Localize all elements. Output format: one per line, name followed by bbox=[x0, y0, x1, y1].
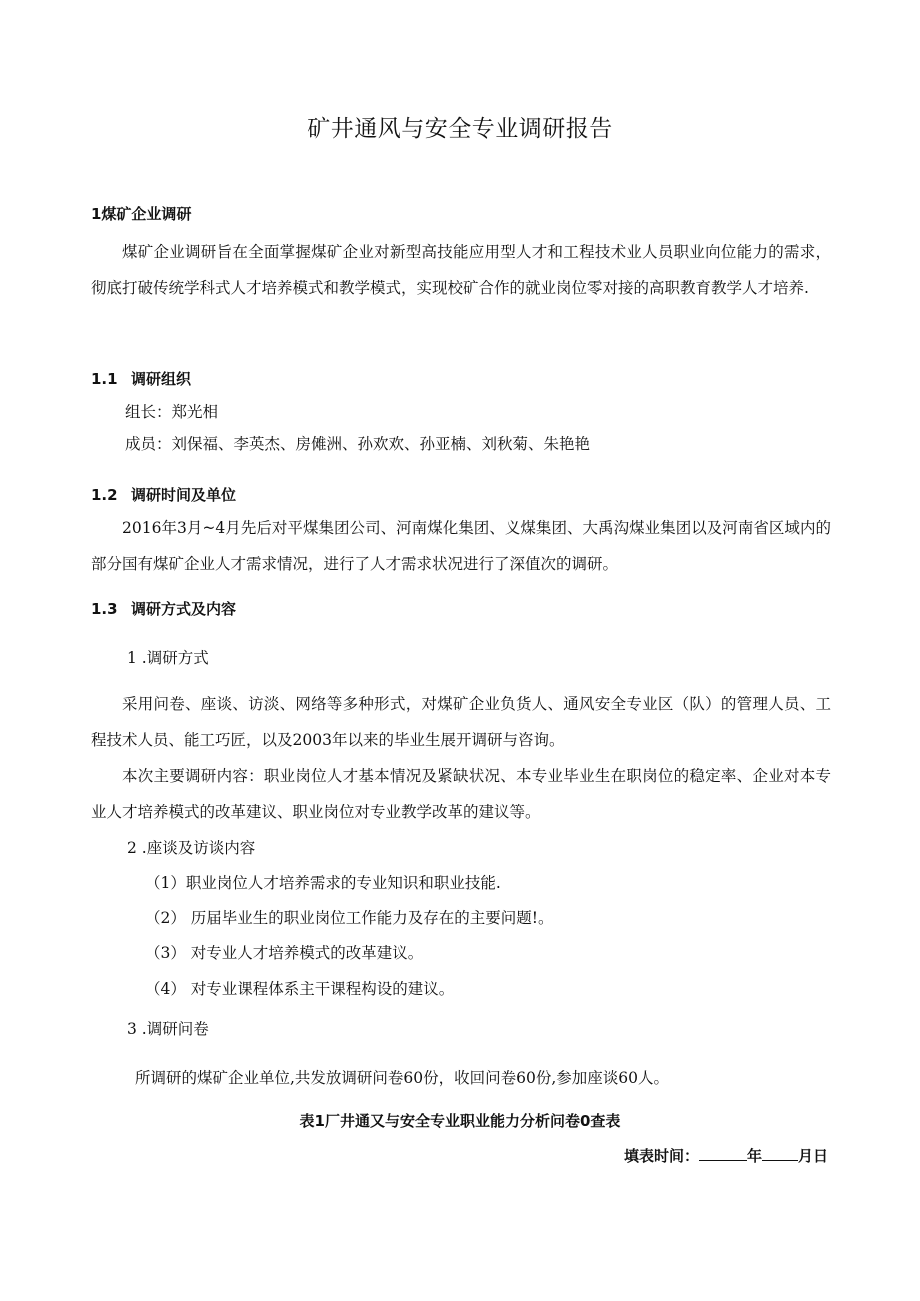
year-blank bbox=[699, 1146, 747, 1161]
section-1-1-heading bbox=[91, 368, 191, 389]
fill-time-label: 填表时间： bbox=[623, 1147, 699, 1165]
section-title: 调研时间及单位 bbox=[131, 486, 237, 504]
section-1-intro: 煤矿企业调研旨在全面掌握煤矿企业对新型高技能应用型人才和工程技术业人员职业向位能力的需求，彻底打破传统学科式人才培养模式和教学模式，实现校矿合作的就业岗位零对接的高职教育教学人才培养. bbox=[91, 243, 831, 297]
team-leader: 组长：郑光相 bbox=[125, 403, 219, 421]
interview-item-4: （4） 对专业课程体系主干课程构设的建议。 bbox=[145, 980, 455, 998]
table-caption: 表1厂井通又与安全专业职业能力分析问卷0查表 bbox=[299, 1112, 621, 1130]
month-day-label: 月日 bbox=[797, 1147, 828, 1165]
subsection-1-text-2: 本次主要调研内容：职业岗位人才基本情况及紧缺状况、本专业毕业生在职岗位的稳定率、企业对本专业人才培养模式的改革建议、职业岗位对专业教学改革的建议等。 bbox=[91, 767, 831, 821]
section-1-2-heading bbox=[91, 484, 236, 505]
section-1-2-text: 2016年3月~4月先后对平煤集团公司、河南煤化集团、义煤集团、大禹沟煤业集团以及河南省区域内的部分国有煤矿企业人才需求情况，进行了人才需求状况进行了深值次的调研。 bbox=[91, 519, 831, 573]
page-title: 矿井通风与安全专业调研报告 bbox=[307, 116, 613, 142]
section-1-heading: 1煤矿企业调研 bbox=[91, 205, 192, 223]
interview-item-3: （3） 对专业人才培养模式的改革建议。 bbox=[145, 944, 424, 962]
subsection-1-text: 采用问卷、座谈、访淡、网络等多种形式，对煤矿企业负货人、通风安全专业区（队）的管理人员、工程技术人员、能工巧匠，以及2003年以来的毕业生展开调研与咨询。 bbox=[91, 695, 831, 749]
team-members: 成员：刘保福、李英杰、房傩洲、孙欢欢、孙亚楠、刘秋菊、朱艳艳 bbox=[125, 435, 591, 453]
subsection-2-heading: 2 .座谈及访谈内容 bbox=[127, 839, 256, 857]
month-blank bbox=[762, 1146, 798, 1161]
interview-item-1: （1）职业岗位人才培养需求的专业知识和职业技能. bbox=[145, 874, 501, 892]
fill-time bbox=[624, 1145, 828, 1166]
subsection-3-heading: 3 .调研问卷 bbox=[127, 1020, 209, 1038]
section-title: 调研组织 bbox=[131, 370, 192, 388]
section-title: 调研方式及内容 bbox=[131, 600, 237, 618]
year-label: 年 bbox=[746, 1147, 762, 1165]
section-number: 1.2 bbox=[91, 486, 118, 504]
section-number: 1.3 bbox=[91, 600, 118, 618]
subsection-1-heading: 1 .调研方式 bbox=[127, 649, 209, 667]
interview-item-2: （2） 历届毕业生的职业岗位工作能力及存在的主要问题!。 bbox=[145, 909, 554, 927]
section-1-3-heading bbox=[91, 598, 236, 619]
section-number: 1.1 bbox=[91, 370, 118, 388]
survey-summary: 所调研的煤矿企业单位,共发放调研问卷60份，收回问卷60份,参加座谈60人。 bbox=[135, 1069, 670, 1087]
